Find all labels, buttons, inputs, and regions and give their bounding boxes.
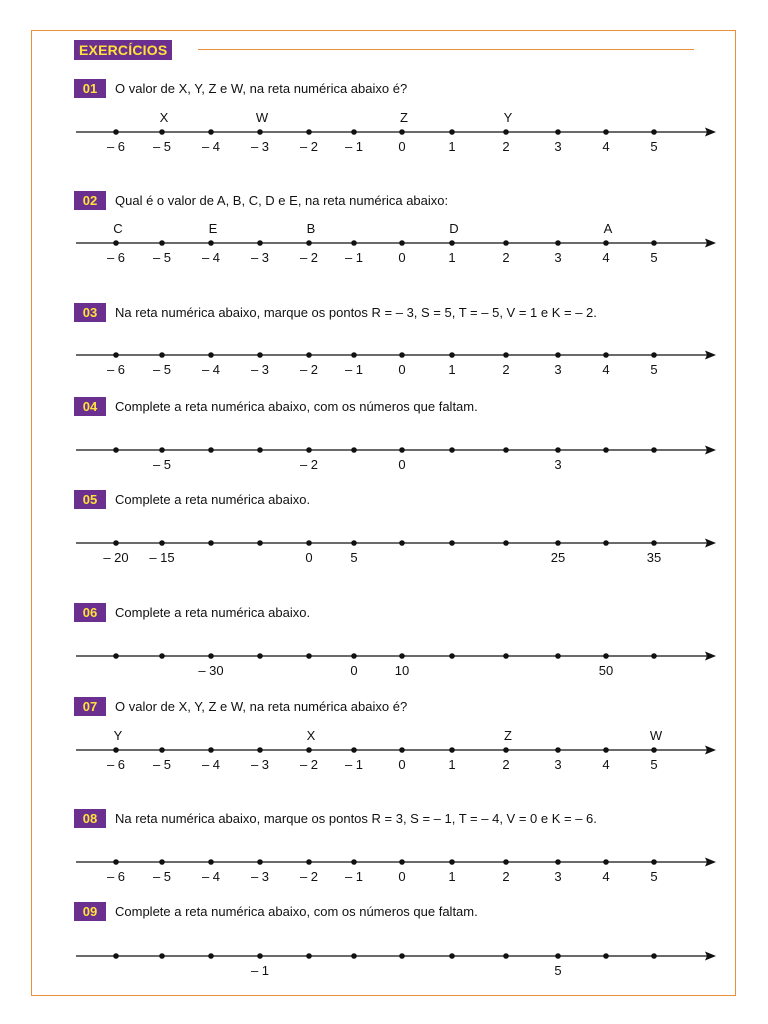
number-line-point [503, 352, 509, 358]
number-line-point [113, 747, 119, 753]
number-label: 5 [650, 869, 658, 884]
number-line-point [399, 447, 405, 453]
number-line-point [555, 447, 561, 453]
number-line [0, 503, 768, 583]
number-label: – 3 [250, 869, 270, 884]
number-line-point [651, 352, 657, 358]
number-line-point [159, 352, 165, 358]
number-label: 4 [602, 757, 610, 772]
number-label: – 5 [152, 139, 172, 154]
number-line-point [555, 129, 561, 135]
number-label: 4 [602, 869, 610, 884]
number-line-point [603, 240, 609, 246]
number-line-point [555, 352, 561, 358]
number-label: 0 [398, 457, 406, 472]
number-line-point [306, 653, 312, 659]
number-label: 5 [554, 963, 562, 978]
number-label: – 1 [344, 869, 364, 884]
number-label: – 5 [152, 362, 172, 377]
exercise-prompt: Complete a reta numérica abaixo, com os números que faltam. [115, 399, 478, 414]
number-line-point [257, 129, 263, 135]
number-label: – 4 [201, 869, 221, 884]
number-line-point [399, 352, 405, 358]
number-line-point [503, 129, 509, 135]
point-letter-label: B [306, 221, 316, 236]
number-line-point [306, 747, 312, 753]
number-label: 3 [554, 139, 562, 154]
number-label: – 3 [250, 362, 270, 377]
number-line-point [503, 859, 509, 865]
number-label: – 4 [201, 362, 221, 377]
number-label: 2 [502, 139, 510, 154]
number-line-point [603, 352, 609, 358]
exercise-prompt: O valor de X, Y, Z e W, na reta numérica abaixo é? [115, 81, 408, 96]
number-label: 2 [502, 250, 510, 265]
number-line-point [208, 352, 214, 358]
number-label: – 2 [299, 457, 319, 472]
number-line-point [399, 240, 405, 246]
number-line-point [306, 859, 312, 865]
number-label: – 15 [149, 550, 175, 565]
number-line-point [503, 653, 509, 659]
number-line-point [306, 447, 312, 453]
number-line-point [351, 240, 357, 246]
exercise-number: 04 [74, 397, 106, 416]
number-line-point [399, 129, 405, 135]
number-line-point [113, 352, 119, 358]
point-letter-label: D [449, 221, 459, 236]
number-label: – 2 [299, 139, 319, 154]
number-line [0, 203, 768, 283]
number-line-point [257, 352, 263, 358]
header-rule [198, 49, 694, 50]
number-label: – 6 [106, 250, 126, 265]
number-label: – 1 [250, 963, 270, 978]
exercise-prompt: Qual é o valor de A, B, C, D e E, na reta numérica abaixo: [115, 193, 449, 208]
number-label: 5 [650, 362, 658, 377]
number-line-point [449, 653, 455, 659]
number-label: 0 [398, 869, 406, 884]
number-line-point [651, 447, 657, 453]
number-line-point [449, 352, 455, 358]
number-label: 5 [650, 757, 658, 772]
point-letter-label: X [306, 728, 316, 743]
exercise-prompt: Na reta numérica abaixo, marque os pontos R = – 3, S = 5, T = – 5, V = 1 e K = – 2. [115, 305, 597, 320]
number-line-point [603, 859, 609, 865]
number-line-point [159, 129, 165, 135]
number-line-point [113, 859, 119, 865]
number-line-point [306, 953, 312, 959]
exercise-prompt: Complete a reta numérica abaixo, com os números que faltam. [115, 904, 478, 919]
exercise-number: 08 [74, 809, 106, 828]
number-line-point [113, 447, 119, 453]
number-line [0, 916, 768, 996]
number-line-point [555, 240, 561, 246]
number-line-point [651, 953, 657, 959]
number-line-point [449, 540, 455, 546]
number-label: – 6 [106, 869, 126, 884]
point-letter-label: Z [400, 110, 408, 125]
number-line-point [113, 129, 119, 135]
number-line-point [208, 747, 214, 753]
number-label: 0 [398, 250, 406, 265]
number-label: 0 [350, 663, 358, 678]
number-label: 3 [554, 757, 562, 772]
exercise-number: 06 [74, 603, 106, 622]
number-line-point [257, 540, 263, 546]
number-line-point [351, 859, 357, 865]
number-label: – 2 [299, 869, 319, 884]
number-line [0, 315, 768, 395]
number-label: – 1 [344, 250, 364, 265]
number-label: – 3 [250, 139, 270, 154]
number-line-point [257, 240, 263, 246]
number-label: 2 [502, 869, 510, 884]
number-line-point [159, 447, 165, 453]
number-line-point [603, 540, 609, 546]
number-line-point [503, 747, 509, 753]
number-line-point [208, 953, 214, 959]
number-label: – 4 [201, 139, 221, 154]
number-line-point [651, 540, 657, 546]
exercise-number: 03 [74, 303, 106, 322]
number-label: 2 [502, 757, 510, 772]
number-line-point [651, 129, 657, 135]
number-line-point [449, 447, 455, 453]
number-line-point [603, 653, 609, 659]
number-label: – 20 [103, 550, 129, 565]
number-label: 35 [646, 550, 662, 565]
number-line-point [208, 653, 214, 659]
number-line [0, 710, 768, 790]
number-line-point [351, 129, 357, 135]
number-line-point [449, 859, 455, 865]
exercise-number: 02 [74, 191, 106, 210]
number-line-point [159, 747, 165, 753]
number-line-point [555, 859, 561, 865]
number-line-point [603, 953, 609, 959]
number-line-point [351, 447, 357, 453]
number-line [0, 616, 768, 696]
number-line-point [257, 653, 263, 659]
number-label: 50 [598, 663, 614, 678]
number-line-point [399, 653, 405, 659]
point-letter-label: E [208, 221, 218, 236]
number-line-point [159, 653, 165, 659]
number-line-point [208, 240, 214, 246]
number-label: 4 [602, 250, 610, 265]
exercise-prompt: O valor de X, Y, Z e W, na reta numérica abaixo é? [115, 699, 408, 714]
number-line-point [113, 240, 119, 246]
number-line-point [399, 540, 405, 546]
number-label: 5 [650, 250, 658, 265]
number-label: – 5 [152, 869, 172, 884]
number-label: 4 [602, 139, 610, 154]
number-line-point [306, 352, 312, 358]
number-line-point [351, 747, 357, 753]
number-line-point [651, 653, 657, 659]
number-line-point [503, 240, 509, 246]
number-line-point [651, 859, 657, 865]
number-line-point [159, 540, 165, 546]
number-line-point [159, 953, 165, 959]
exercise-number: 05 [74, 490, 106, 509]
number-line-point [159, 240, 165, 246]
point-letter-label: A [603, 221, 613, 236]
number-line-point [449, 129, 455, 135]
number-line-point [306, 129, 312, 135]
number-label: 2 [502, 362, 510, 377]
number-line [0, 92, 768, 172]
exercise-prompt: Na reta numérica abaixo, marque os pontos R = 3, S = – 1, T = – 4, V = 0 e K = – 6. [115, 811, 597, 826]
point-letter-label: Z [504, 728, 512, 743]
number-label: – 5 [152, 250, 172, 265]
point-letter-label: Y [503, 110, 513, 125]
number-label: – 3 [250, 250, 270, 265]
number-label: – 2 [299, 362, 319, 377]
number-line-point [208, 129, 214, 135]
number-line-point [503, 540, 509, 546]
number-line-point [351, 653, 357, 659]
number-line-point [399, 859, 405, 865]
number-label: 3 [554, 362, 562, 377]
number-label: – 4 [201, 757, 221, 772]
number-line-point [113, 653, 119, 659]
number-label: – 5 [152, 757, 172, 772]
number-line-point [113, 953, 119, 959]
exercise-number: 07 [74, 697, 106, 716]
number-line-point [555, 747, 561, 753]
number-line-point [208, 540, 214, 546]
point-letter-label: W [649, 728, 663, 743]
number-line-point [113, 540, 119, 546]
number-line-point [257, 859, 263, 865]
number-label: 1 [448, 362, 456, 377]
number-label: 5 [350, 550, 358, 565]
number-label: 1 [448, 869, 456, 884]
number-label: 10 [394, 663, 410, 678]
number-label: – 6 [106, 139, 126, 154]
exercise-number: 01 [74, 79, 106, 98]
number-line-point [351, 953, 357, 959]
number-line-point [603, 447, 609, 453]
number-label: 0 [398, 362, 406, 377]
number-label: 0 [305, 550, 313, 565]
number-label: 0 [398, 139, 406, 154]
number-label: 1 [448, 757, 456, 772]
number-line-point [503, 953, 509, 959]
number-label: – 4 [201, 250, 221, 265]
number-label: – 5 [152, 457, 172, 472]
number-line-point [651, 747, 657, 753]
number-label: – 1 [344, 139, 364, 154]
number-label: – 2 [299, 757, 319, 772]
point-letter-label: W [255, 110, 269, 125]
number-label: 3 [554, 869, 562, 884]
number-line-point [257, 953, 263, 959]
number-label: 3 [554, 250, 562, 265]
point-letter-label: X [159, 110, 169, 125]
point-letter-label: C [113, 221, 123, 236]
exercise-prompt: Complete a reta numérica abaixo. [115, 605, 311, 620]
number-label: 1 [448, 139, 456, 154]
number-label: 0 [398, 757, 406, 772]
number-line-point [603, 747, 609, 753]
number-line-point [351, 352, 357, 358]
number-label: – 2 [299, 250, 319, 265]
number-line-point [351, 540, 357, 546]
number-line-point [159, 859, 165, 865]
number-label: 1 [448, 250, 456, 265]
number-line-point [257, 447, 263, 453]
number-line-point [555, 653, 561, 659]
number-line-point [257, 747, 263, 753]
number-line-point [306, 540, 312, 546]
number-line-point [449, 953, 455, 959]
number-line-point [208, 447, 214, 453]
number-label: – 6 [106, 362, 126, 377]
number-label: 5 [650, 139, 658, 154]
number-line-point [449, 240, 455, 246]
number-label: – 30 [198, 663, 224, 678]
number-label: – 3 [250, 757, 270, 772]
point-letter-label: Y [113, 728, 123, 743]
exercise-prompt: Complete a reta numérica abaixo. [115, 492, 311, 507]
number-line-point [306, 240, 312, 246]
number-line-point [399, 747, 405, 753]
number-label: – 1 [344, 757, 364, 772]
number-label: 25 [550, 550, 566, 565]
number-line-point [208, 859, 214, 865]
section-title: EXERCÍCIOS [74, 40, 172, 60]
number-line-point [555, 953, 561, 959]
number-line [0, 822, 768, 902]
number-line-point [503, 447, 509, 453]
number-label: 3 [554, 457, 562, 472]
number-line-point [555, 540, 561, 546]
number-line-point [399, 953, 405, 959]
number-line-point [449, 747, 455, 753]
number-label: – 6 [106, 757, 126, 772]
exercise-number: 09 [74, 902, 106, 921]
number-line [0, 410, 768, 490]
number-line-point [603, 129, 609, 135]
number-line-point [651, 240, 657, 246]
number-label: – 1 [344, 362, 364, 377]
number-label: 4 [602, 362, 610, 377]
